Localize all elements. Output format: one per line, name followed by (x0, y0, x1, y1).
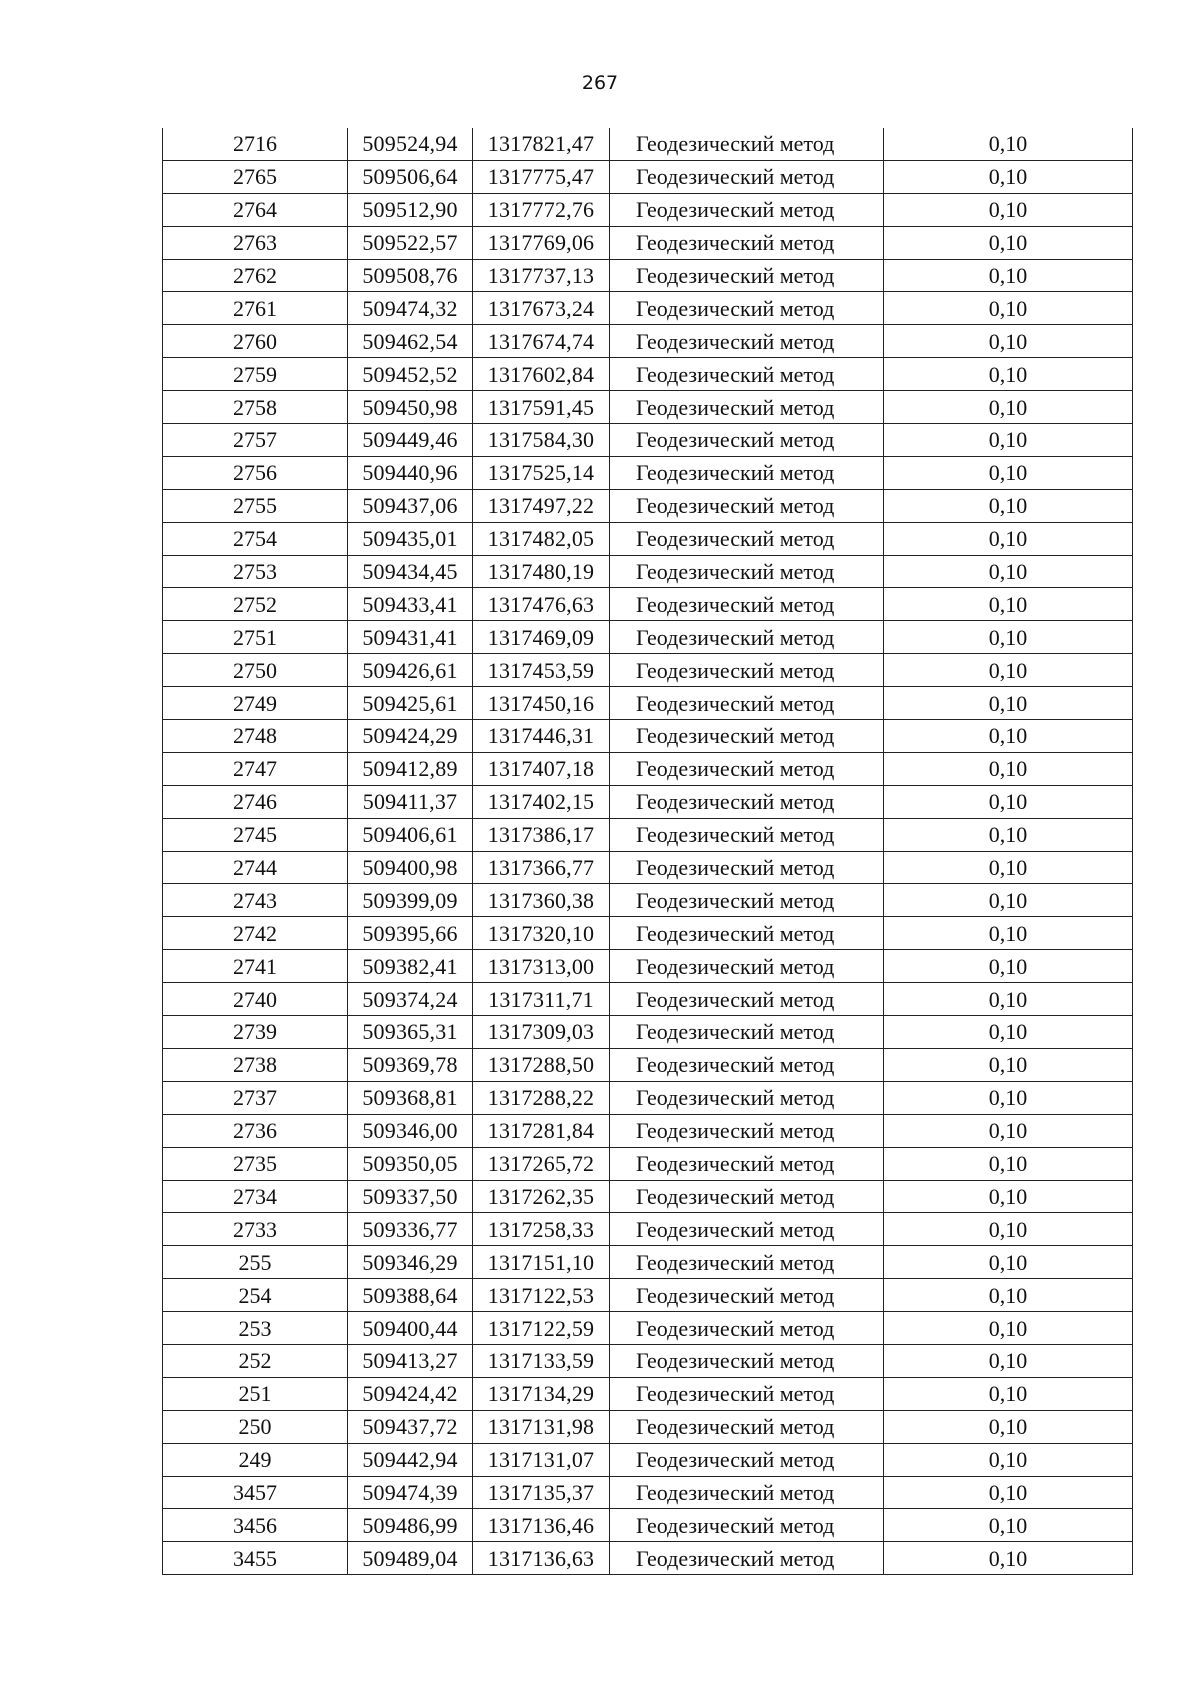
point-number-cell: 2736 (163, 1114, 348, 1147)
y-coordinate-cell: 1317525,14 (473, 456, 610, 489)
accuracy-cell: 0,10 (884, 1312, 1133, 1345)
accuracy-cell: 0,10 (884, 1279, 1133, 1312)
y-coordinate-cell: 1317311,71 (473, 983, 610, 1016)
x-coordinate-cell: 509369,78 (348, 1048, 473, 1081)
x-coordinate-cell: 509395,66 (348, 917, 473, 950)
y-coordinate-cell: 1317476,63 (473, 588, 610, 621)
method-cell: Геодезический метод (610, 654, 884, 687)
x-coordinate-cell: 509506,64 (348, 160, 473, 193)
x-coordinate-cell: 509522,57 (348, 226, 473, 259)
point-number-cell: 250 (163, 1410, 348, 1443)
x-coordinate-cell: 509452,52 (348, 358, 473, 391)
y-coordinate-cell: 1317497,22 (473, 489, 610, 522)
method-cell: Геодезический метод (610, 226, 884, 259)
x-coordinate-cell: 509400,44 (348, 1312, 473, 1345)
accuracy-cell: 0,10 (884, 621, 1133, 654)
y-coordinate-cell: 1317288,22 (473, 1081, 610, 1114)
accuracy-cell: 0,10 (884, 489, 1133, 522)
x-coordinate-cell: 509337,50 (348, 1180, 473, 1213)
table-row (163, 588, 1133, 621)
method-cell: Геодезический метод (610, 391, 884, 424)
method-cell: Геодезический метод (610, 1476, 884, 1509)
point-number-cell: 252 (163, 1344, 348, 1377)
method-cell: Геодезический метод (610, 1410, 884, 1443)
table-row (163, 391, 1133, 424)
table-row (163, 1476, 1133, 1509)
accuracy-cell: 0,10 (884, 1246, 1133, 1279)
point-number-cell: 2740 (163, 983, 348, 1016)
accuracy-cell: 0,10 (884, 1048, 1133, 1081)
x-coordinate-cell: 509435,01 (348, 522, 473, 555)
point-number-cell: 2759 (163, 358, 348, 391)
table-row (163, 654, 1133, 687)
point-number-cell: 2755 (163, 489, 348, 522)
accuracy-cell: 0,10 (884, 1180, 1133, 1213)
method-cell: Геодезический метод (610, 1246, 884, 1279)
y-coordinate-cell: 1317737,13 (473, 259, 610, 292)
x-coordinate-cell: 509486,99 (348, 1509, 473, 1542)
table-row (163, 917, 1133, 950)
table-row (163, 785, 1133, 818)
point-number-cell: 2733 (163, 1213, 348, 1246)
y-coordinate-cell: 1317450,16 (473, 687, 610, 720)
y-coordinate-cell: 1317402,15 (473, 785, 610, 818)
accuracy-cell: 0,10 (884, 1542, 1133, 1575)
accuracy-cell: 0,10 (884, 983, 1133, 1016)
method-cell: Геодезический метод (610, 325, 884, 358)
y-coordinate-cell: 1317386,17 (473, 818, 610, 851)
table-row (163, 1180, 1133, 1213)
point-number-cell: 2753 (163, 555, 348, 588)
point-number-cell: 2765 (163, 160, 348, 193)
method-cell: Геодезический метод (610, 851, 884, 884)
y-coordinate-cell: 1317122,59 (473, 1312, 610, 1345)
table-row (163, 1344, 1133, 1377)
accuracy-cell: 0,10 (884, 193, 1133, 226)
x-coordinate-cell: 509462,54 (348, 325, 473, 358)
point-number-cell: 255 (163, 1246, 348, 1279)
table-row (163, 1279, 1133, 1312)
x-coordinate-cell: 509437,06 (348, 489, 473, 522)
point-number-cell: 2748 (163, 720, 348, 753)
y-coordinate-cell: 1317775,47 (473, 160, 610, 193)
accuracy-cell: 0,10 (884, 555, 1133, 588)
point-number-cell: 249 (163, 1443, 348, 1476)
accuracy-cell: 0,10 (884, 1443, 1133, 1476)
table-row (163, 1016, 1133, 1049)
table-row (163, 1377, 1133, 1410)
y-coordinate-cell: 1317134,29 (473, 1377, 610, 1410)
table-row (163, 950, 1133, 983)
y-coordinate-cell: 1317591,45 (473, 391, 610, 424)
y-coordinate-cell: 1317453,59 (473, 654, 610, 687)
point-number-cell: 2747 (163, 752, 348, 785)
x-coordinate-cell: 509413,27 (348, 1344, 473, 1377)
x-coordinate-cell: 509365,31 (348, 1016, 473, 1049)
table-row (163, 193, 1133, 226)
method-cell: Геодезический метод (610, 1312, 884, 1345)
accuracy-cell: 0,10 (884, 325, 1133, 358)
method-cell: Геодезический метод (610, 818, 884, 851)
point-number-cell: 2749 (163, 687, 348, 720)
x-coordinate-cell: 509450,98 (348, 391, 473, 424)
x-coordinate-cell: 509449,46 (348, 424, 473, 457)
method-cell: Геодезический метод (610, 752, 884, 785)
point-number-cell: 2741 (163, 950, 348, 983)
accuracy-cell: 0,10 (884, 588, 1133, 621)
method-cell: Геодезический метод (610, 983, 884, 1016)
table-row (163, 226, 1133, 259)
method-cell: Геодезический метод (610, 1443, 884, 1476)
accuracy-cell: 0,10 (884, 752, 1133, 785)
method-cell: Геодезический метод (610, 1180, 884, 1213)
table-row (163, 1147, 1133, 1180)
method-cell: Геодезический метод (610, 917, 884, 950)
x-coordinate-cell: 509336,77 (348, 1213, 473, 1246)
table-row (163, 983, 1133, 1016)
x-coordinate-cell: 509406,61 (348, 818, 473, 851)
method-cell: Геодезический метод (610, 193, 884, 226)
table-row (163, 424, 1133, 457)
x-coordinate-cell: 509433,41 (348, 588, 473, 621)
x-coordinate-cell: 509374,24 (348, 983, 473, 1016)
point-number-cell: 2750 (163, 654, 348, 687)
table-row (163, 160, 1133, 193)
method-cell: Геодезический метод (610, 1081, 884, 1114)
accuracy-cell: 0,10 (884, 456, 1133, 489)
y-coordinate-cell: 1317281,84 (473, 1114, 610, 1147)
x-coordinate-cell: 509382,41 (348, 950, 473, 983)
accuracy-cell: 0,10 (884, 358, 1133, 391)
y-coordinate-cell: 1317360,38 (473, 884, 610, 917)
y-coordinate-cell: 1317366,77 (473, 851, 610, 884)
method-cell: Геодезический метод (610, 1114, 884, 1147)
table-row (163, 884, 1133, 917)
y-coordinate-cell: 1317313,00 (473, 950, 610, 983)
accuracy-cell: 0,10 (884, 720, 1133, 753)
point-number-cell: 253 (163, 1312, 348, 1345)
table-row (163, 1443, 1133, 1476)
y-coordinate-cell: 1317258,33 (473, 1213, 610, 1246)
y-coordinate-cell: 1317151,10 (473, 1246, 610, 1279)
table-row (163, 456, 1133, 489)
y-coordinate-cell: 1317131,07 (473, 1443, 610, 1476)
accuracy-cell: 0,10 (884, 522, 1133, 555)
method-cell: Геодезический метод (610, 884, 884, 917)
method-cell: Геодезический метод (610, 424, 884, 457)
accuracy-cell: 0,10 (884, 1213, 1133, 1246)
accuracy-cell: 0,10 (884, 1476, 1133, 1509)
x-coordinate-cell: 509440,96 (348, 456, 473, 489)
table-row (163, 1312, 1133, 1345)
table-row (163, 851, 1133, 884)
x-coordinate-cell: 509425,61 (348, 687, 473, 720)
y-coordinate-cell: 1317584,30 (473, 424, 610, 457)
point-number-cell: 251 (163, 1377, 348, 1410)
accuracy-cell: 0,10 (884, 1081, 1133, 1114)
point-number-cell: 2757 (163, 424, 348, 457)
method-cell: Геодезический метод (610, 588, 884, 621)
accuracy-cell: 0,10 (884, 424, 1133, 457)
x-coordinate-cell: 509524,94 (348, 128, 473, 160)
y-coordinate-cell: 1317821,47 (473, 128, 610, 160)
table-row (163, 1213, 1133, 1246)
method-cell: Геодезический метод (610, 128, 884, 160)
point-number-cell: 2734 (163, 1180, 348, 1213)
coordinates-table-body (163, 128, 1133, 1575)
point-number-cell: 3456 (163, 1509, 348, 1542)
method-cell: Геодезический метод (610, 160, 884, 193)
point-number-cell: 2735 (163, 1147, 348, 1180)
point-number-cell: 3457 (163, 1476, 348, 1509)
point-number-cell: 2743 (163, 884, 348, 917)
accuracy-cell: 0,10 (884, 226, 1133, 259)
table-row (163, 1081, 1133, 1114)
x-coordinate-cell: 509442,94 (348, 1443, 473, 1476)
point-number-cell: 2762 (163, 259, 348, 292)
point-number-cell: 2764 (163, 193, 348, 226)
table-row (163, 1114, 1133, 1147)
y-coordinate-cell: 1317122,53 (473, 1279, 610, 1312)
table-row (163, 1542, 1133, 1575)
point-number-cell: 2751 (163, 621, 348, 654)
point-number-cell: 2754 (163, 522, 348, 555)
method-cell: Геодезический метод (610, 621, 884, 654)
point-number-cell: 2745 (163, 818, 348, 851)
x-coordinate-cell: 509346,00 (348, 1114, 473, 1147)
accuracy-cell: 0,10 (884, 1509, 1133, 1542)
method-cell: Геодезический метод (610, 1509, 884, 1542)
method-cell: Геодезический метод (610, 456, 884, 489)
table-row (163, 1048, 1133, 1081)
table-row (163, 358, 1133, 391)
x-coordinate-cell: 509400,98 (348, 851, 473, 884)
accuracy-cell: 0,10 (884, 1147, 1133, 1180)
point-number-cell: 2761 (163, 292, 348, 325)
x-coordinate-cell: 509434,45 (348, 555, 473, 588)
accuracy-cell: 0,10 (884, 391, 1133, 424)
x-coordinate-cell: 509512,90 (348, 193, 473, 226)
point-number-cell: 2744 (163, 851, 348, 884)
method-cell: Геодезический метод (610, 1542, 884, 1575)
point-number-cell: 2756 (163, 456, 348, 489)
x-coordinate-cell: 509474,39 (348, 1476, 473, 1509)
y-coordinate-cell: 1317407,18 (473, 752, 610, 785)
y-coordinate-cell: 1317480,19 (473, 555, 610, 588)
table-row (163, 555, 1133, 588)
accuracy-cell: 0,10 (884, 259, 1133, 292)
table-row (163, 259, 1133, 292)
y-coordinate-cell: 1317446,31 (473, 720, 610, 753)
point-number-cell: 2746 (163, 785, 348, 818)
x-coordinate-cell: 509411,37 (348, 785, 473, 818)
accuracy-cell: 0,10 (884, 1377, 1133, 1410)
point-number-cell: 2739 (163, 1016, 348, 1049)
y-coordinate-cell: 1317288,50 (473, 1048, 610, 1081)
y-coordinate-cell: 1317673,24 (473, 292, 610, 325)
y-coordinate-cell: 1317772,76 (473, 193, 610, 226)
table-row (163, 818, 1133, 851)
table-row (163, 325, 1133, 358)
accuracy-cell: 0,10 (884, 851, 1133, 884)
x-coordinate-cell: 509368,81 (348, 1081, 473, 1114)
method-cell: Геодезический метод (610, 1279, 884, 1312)
method-cell: Геодезический метод (610, 292, 884, 325)
x-coordinate-cell: 509437,72 (348, 1410, 473, 1443)
accuracy-cell: 0,10 (884, 160, 1133, 193)
y-coordinate-cell: 1317469,09 (473, 621, 610, 654)
method-cell: Геодезический метод (610, 358, 884, 391)
accuracy-cell: 0,10 (884, 1344, 1133, 1377)
y-coordinate-cell: 1317262,35 (473, 1180, 610, 1213)
table-row (163, 1509, 1133, 1542)
point-number-cell: 2752 (163, 588, 348, 621)
x-coordinate-cell: 509399,09 (348, 884, 473, 917)
y-coordinate-cell: 1317136,63 (473, 1542, 610, 1575)
x-coordinate-cell: 509431,41 (348, 621, 473, 654)
table-row (163, 522, 1133, 555)
x-coordinate-cell: 509489,04 (348, 1542, 473, 1575)
x-coordinate-cell: 509426,61 (348, 654, 473, 687)
accuracy-cell: 0,10 (884, 1114, 1133, 1147)
table-row (163, 752, 1133, 785)
y-coordinate-cell: 1317265,72 (473, 1147, 610, 1180)
accuracy-cell: 0,10 (884, 654, 1133, 687)
accuracy-cell: 0,10 (884, 917, 1133, 950)
y-coordinate-cell: 1317602,84 (473, 358, 610, 391)
point-number-cell: 2760 (163, 325, 348, 358)
y-coordinate-cell: 1317133,59 (473, 1344, 610, 1377)
accuracy-cell: 0,10 (884, 884, 1133, 917)
point-number-cell: 2763 (163, 226, 348, 259)
x-coordinate-cell: 509424,42 (348, 1377, 473, 1410)
method-cell: Геодезический метод (610, 489, 884, 522)
x-coordinate-cell: 509388,64 (348, 1279, 473, 1312)
accuracy-cell: 0,10 (884, 1016, 1133, 1049)
y-coordinate-cell: 1317482,05 (473, 522, 610, 555)
y-coordinate-cell: 1317320,10 (473, 917, 610, 950)
point-number-cell: 2738 (163, 1048, 348, 1081)
point-number-cell: 2716 (163, 128, 348, 160)
method-cell: Геодезический метод (610, 1213, 884, 1246)
y-coordinate-cell: 1317131,98 (473, 1410, 610, 1443)
method-cell: Геодезический метод (610, 259, 884, 292)
point-number-cell: 2737 (163, 1081, 348, 1114)
y-coordinate-cell: 1317674,74 (473, 325, 610, 358)
method-cell: Геодезический метод (610, 785, 884, 818)
method-cell: Геодезический метод (610, 950, 884, 983)
table-row (163, 128, 1133, 160)
x-coordinate-cell: 509346,29 (348, 1246, 473, 1279)
coordinates-table (162, 128, 1133, 1575)
table-row (163, 489, 1133, 522)
x-coordinate-cell: 509412,89 (348, 752, 473, 785)
x-coordinate-cell: 509424,29 (348, 720, 473, 753)
accuracy-cell: 0,10 (884, 687, 1133, 720)
method-cell: Геодезический метод (610, 522, 884, 555)
accuracy-cell: 0,10 (884, 950, 1133, 983)
table-row (163, 1410, 1133, 1443)
table-row (163, 687, 1133, 720)
table-row (163, 1246, 1133, 1279)
accuracy-cell: 0,10 (884, 128, 1133, 160)
x-coordinate-cell: 509474,32 (348, 292, 473, 325)
accuracy-cell: 0,10 (884, 785, 1133, 818)
y-coordinate-cell: 1317309,03 (473, 1016, 610, 1049)
method-cell: Геодезический метод (610, 1016, 884, 1049)
x-coordinate-cell: 509350,05 (348, 1147, 473, 1180)
point-number-cell: 2742 (163, 917, 348, 950)
table-row (163, 720, 1133, 753)
method-cell: Геодезический метод (610, 687, 884, 720)
method-cell: Геодезический метод (610, 1344, 884, 1377)
method-cell: Геодезический метод (610, 1377, 884, 1410)
point-number-cell: 2758 (163, 391, 348, 424)
method-cell: Геодезический метод (610, 555, 884, 588)
y-coordinate-cell: 1317135,37 (473, 1476, 610, 1509)
accuracy-cell: 0,10 (884, 818, 1133, 851)
method-cell: Геодезический метод (610, 720, 884, 753)
y-coordinate-cell: 1317769,06 (473, 226, 610, 259)
method-cell: Геодезический метод (610, 1147, 884, 1180)
point-number-cell: 254 (163, 1279, 348, 1312)
accuracy-cell: 0,10 (884, 292, 1133, 325)
table-row (163, 621, 1133, 654)
method-cell: Геодезический метод (610, 1048, 884, 1081)
page-number: 267 (581, 72, 619, 94)
y-coordinate-cell: 1317136,46 (473, 1509, 610, 1542)
accuracy-cell: 0,10 (884, 1410, 1133, 1443)
table-row (163, 292, 1133, 325)
x-coordinate-cell: 509508,76 (348, 259, 473, 292)
point-number-cell: 3455 (163, 1542, 348, 1575)
